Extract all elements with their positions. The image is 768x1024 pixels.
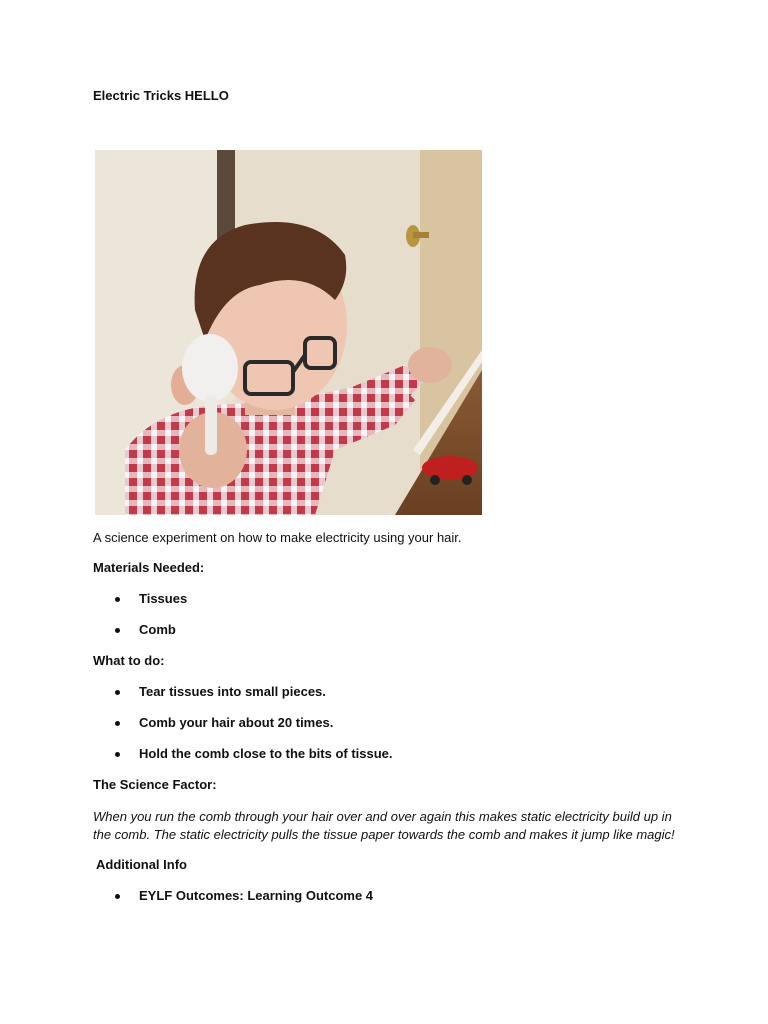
intro-text: A science experiment on how to make electricity using your hair. (93, 530, 462, 545)
bullet-icon (115, 597, 120, 602)
additional-heading: Additional Info (96, 857, 187, 872)
material-item-text: Tissues (139, 591, 188, 606)
material-item-text: Comb (139, 622, 176, 637)
step-item-text: Hold the comb close to the bits of tissue. (139, 746, 393, 761)
steps-heading: What to do: (93, 653, 165, 668)
science-paragraph: When you run the comb through your hair over and over again this makes static electricity build up in the comb. The static electricity pulls the tissue paper towards the comb and makes it jump like magic! (93, 809, 675, 842)
step-item-text: Tear tissues into small pieces. (139, 684, 326, 699)
experiment-photo (95, 150, 482, 515)
bullet-icon (115, 721, 120, 726)
bullet-icon (115, 752, 120, 757)
document-title: Electric Tricks HELLO (93, 88, 229, 103)
bullet-icon (115, 690, 120, 695)
additional-item-text: EYLF Outcomes: Learning Outcome 4 (139, 888, 374, 903)
bullet-icon (115, 628, 120, 633)
materials-heading: Materials Needed: (93, 560, 205, 575)
bullet-icon (115, 894, 120, 899)
science-heading: The Science Factor: (93, 777, 217, 792)
step-item-text: Comb your hair about 20 times. (139, 715, 334, 730)
